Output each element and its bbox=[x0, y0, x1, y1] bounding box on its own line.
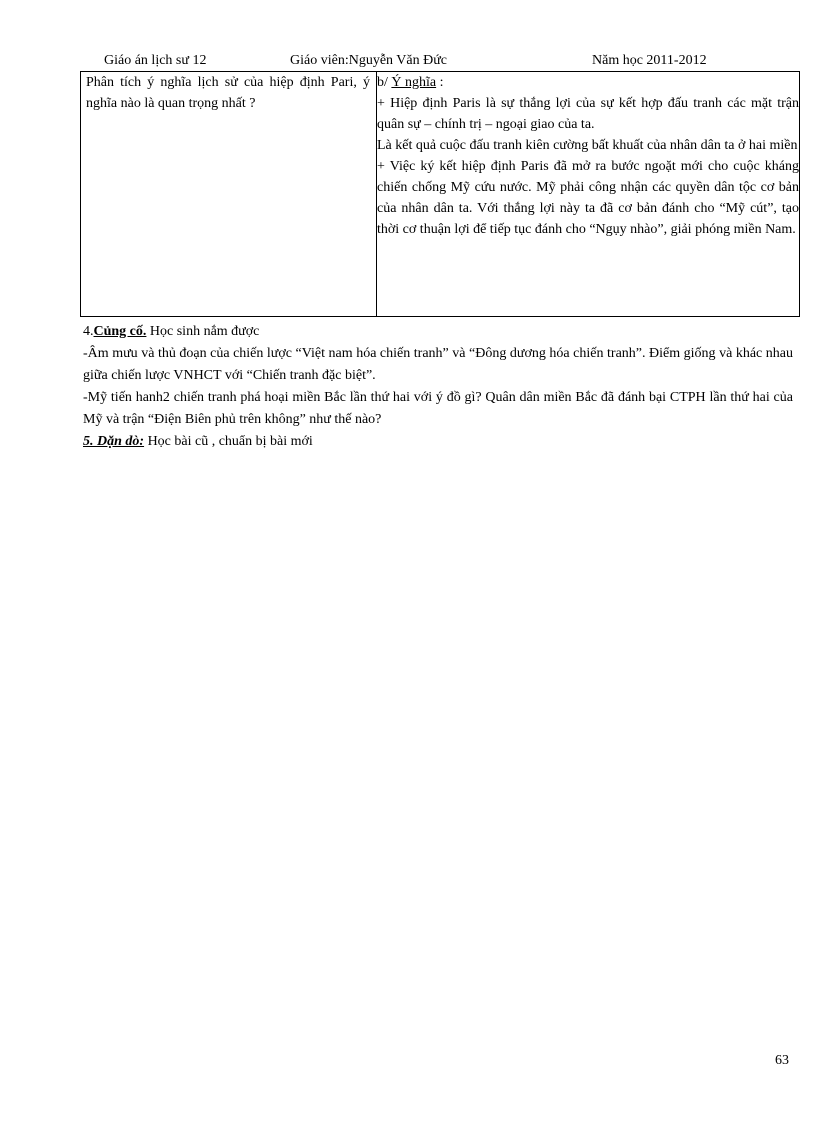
section4-intro: Học sinh nắm được bbox=[146, 324, 260, 339]
header-teacher: Giáo viên:Nguyễn Văn Đức bbox=[290, 53, 448, 68]
answer-heading-title: Ý nghĩa bbox=[391, 75, 437, 90]
header-year: Năm học 2011-2012 bbox=[592, 53, 707, 68]
answer-heading-suffix: : bbox=[436, 75, 444, 90]
header-subject: Giáo án lịch sư 12 bbox=[104, 53, 207, 68]
section5-line bbox=[83, 431, 793, 453]
answer-cell bbox=[377, 72, 800, 317]
answer-heading bbox=[377, 72, 799, 93]
section4-number: 4. bbox=[83, 324, 94, 339]
page-header bbox=[104, 53, 804, 71]
answer-heading-prefix: b/ bbox=[377, 75, 392, 90]
section4-bullet: -Âm mưu và thủ đoạn của chiến lược “Việt nam hóa chiến tranh” và “Đông dương hóa chiến tranh”. Điểm giống và khác nhau giữa chiến lược VNHCT với “Chiến tranh đặc biệt”. bbox=[83, 346, 793, 383]
answer-line: Là kết quả cuộc đấu tranh kiên cường bất khuất của nhân dân ta ở hai miền bbox=[377, 138, 798, 153]
answer-line: + Việc ký kết hiệp định Paris đã mở ra bước ngoặt mới cho cuộc kháng chiến chống Mỹ cứu nước. Mỹ phải công nhận các quyền dân tộc cơ bản của nhân dân ta. Với thắng lợi này ta đã cơ bản đánh cho “Mỹ cút”, tạo thời cơ thuận lợi để tiếp tục đánh cho “Ngụy nhào”, giải phóng miền Nam. bbox=[377, 159, 799, 237]
answer-line: + Hiệp định Paris là sự thắng lợi của sự kết hợp đấu tranh các mặt trận quân sự – chính trị – ngoại giao của ta. bbox=[377, 96, 799, 132]
lesson-table bbox=[80, 71, 800, 317]
section4-heading bbox=[83, 321, 793, 343]
section4-title: Củng cố. bbox=[93, 324, 147, 339]
question-text: Phân tích ý nghĩa lịch sử của hiệp định Pari, ý nghĩa nào là quan trọng nhất ? bbox=[86, 75, 370, 111]
section-cung-co bbox=[83, 321, 793, 453]
question-cell bbox=[81, 72, 377, 317]
section4-bullet: -Mỹ tiến hanh2 chiến tranh phá hoại miền Bắc lần thứ hai với ý đồ gì? Quân dân miền Bắc đã đánh bại CTPH lần thứ hai của Mỹ và trận “Điện Biên phủ trên không” như thế nào? bbox=[83, 390, 793, 427]
page-number: 63 bbox=[775, 1053, 789, 1068]
table-row bbox=[81, 72, 800, 317]
section5-title: 5. Dặn dò: bbox=[83, 434, 145, 449]
section5-text: Học bài cũ , chuẩn bị bài mới bbox=[144, 434, 313, 449]
